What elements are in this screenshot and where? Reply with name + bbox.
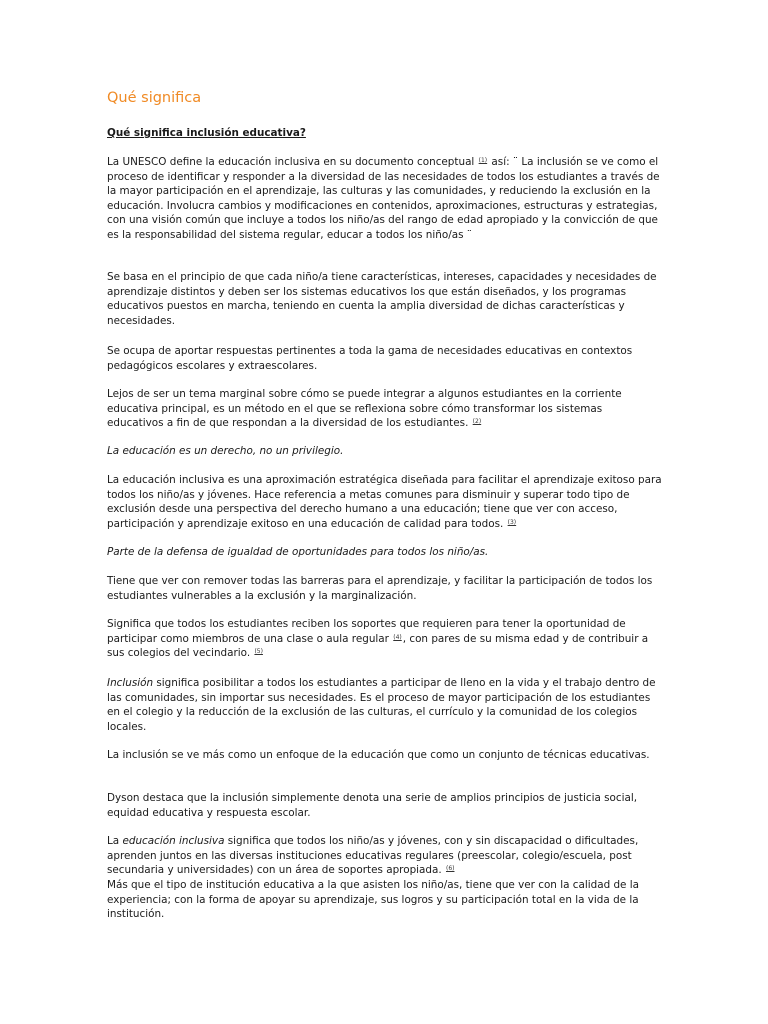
paragraph-quality-experience: Más que el tipo de institución educativa a la que asisten los niño/as, tiene que ver con la calidad de la experiencia; con la forma de apoyar su aprendizaje, sus logros y su participación total en la vida de la institución.	[107, 879, 640, 921]
paragraph-inclusion-meaning	[107, 676, 662, 734]
paragraph-strategic-approach	[107, 473, 662, 531]
paragraph-dyson: Dyson destaca que la inclusión simplemente denota una serie de amplios principios de justicia social, equidad educativa y respuesta escolar.	[107, 792, 638, 819]
section-subtitle: Qué significa inclusión educativa?	[107, 127, 306, 139]
footnote-link[interactable]: (4)	[393, 633, 402, 641]
page-title: Qué significa	[107, 90, 202, 106]
paragraph-right-not-privilege: La educación es un derecho, no un privilegio.	[107, 445, 344, 457]
footnote-link[interactable]: (1)	[478, 157, 488, 164]
paragraph-text: La	[107, 835, 123, 847]
paragraph-text: La UNESCO define la educación inclusiva en su documento conceptual	[107, 156, 478, 168]
paragraph-equal-opportunities: Parte de la defensa de igualdad de oportunidades para todos los niño/as.	[107, 546, 489, 558]
emphasis-text: Inclusión	[107, 677, 154, 689]
paragraph-supports	[107, 617, 662, 661]
footnote-link[interactable]: (6)	[445, 865, 455, 873]
footnote-link[interactable]: (2)	[472, 418, 482, 426]
paragraph-text: significa que todos los niño/as y jóvenes, con y sin discapacidad o dificultades, aprenden juntos en las diversas instituciones educativas regulares (preescolar, colegio/escuela, post secundaria y universidades) con un área de soportes apropiada.	[107, 835, 639, 877]
paragraph-inclusive-education	[107, 834, 662, 878]
paragraph-responses: Se ocupa de aportar respuestas pertinentes a toda la gama de necesidades educativas en contextos pedagógicos escolares y extraescolares.	[107, 345, 633, 372]
emphasis-text: educación inclusiva	[122, 835, 225, 847]
paragraph-marginal-topic	[107, 387, 662, 431]
paragraph-principle: Se basa en el principio de que cada niño/a tiene características, intereses, capacidades y necesidades de aprendizaje distintos y deben ser los sistemas educativos los que están diseñados, y los programas educativos puestos en marcha, teniendo en cuenta la amplia diversidad de dichas características y necesidades.	[107, 271, 657, 327]
paragraph-remove-barriers: Tiene que ver con remover todas las barreras para el aprendizaje, y facilitar la participación de todos los estudiantes vulnerables a la exclusión y la marginalización.	[107, 575, 653, 602]
paragraph-text: significa posibilitar a todos los estudiantes a participar de lleno en la vida y el trabajo dentro de las comunidades, sin importar sus necesidades. Es el proceso de mayor participación de los estudiantes en el colegio y la reducción de la exclusión de las culturas, el currículo y la comunidad de los colegios locales.	[107, 677, 656, 733]
paragraph-text: así: ¨ La inclusión se ve como el proceso de identificar y responder a la diversidad de las necesidades de todos los estudiantes a través de la mayor participación en el aprendizaje, las culturas y las comunidades, y reduciendo la exclusión en la educación. Involucra cambios y modificaciones en contenidos, aproximaciones, estructuras y estrategias, con una visión común que incluye a todos los niño/as del rango de edad apropiado y la convicción de que es la responsabilidad del sistema regular, educar a todos los niño/as ¨	[107, 156, 660, 241]
paragraph-text: Significa que todos los estudiantes reciben los soportes que requieren para tener la oportunidad de participar como miembros de una clase o aula regular	[107, 618, 626, 645]
footnote-link[interactable]: (3)	[507, 518, 517, 526]
paragraph-text: Lejos de ser un tema marginal sobre cómo se puede integrar a algunos estudiantes en la corriente educativa principal, es un método en el que se reflexiona sobre cómo transformar los sistemas educativos a fin de que respondan a la diversidad de los estudiantes.	[107, 388, 622, 430]
paragraph-text: La educación inclusiva es una aproximación estratégica diseñada para facilitar el aprendizaje exitoso para todos los niño/as y jóvenes. Hace referencia a metas comunes para disminuir y superar todo tipo de exclusión desde una perspectiva del derecho humano a una educación; tiene que ver con acceso, participación y aprendizaje exitoso en una educación de calidad para todos.	[107, 474, 662, 530]
paragraph-text: , con pares de su misma edad y de contribuir a sus colegios del vecindario.	[107, 632, 649, 660]
footnote-link[interactable]: (5)	[254, 648, 263, 656]
paragraph-approach: La inclusión se ve más como un enfoque de la educación que como un conjunto de técnicas educativas.	[107, 749, 650, 761]
paragraph-unesco-definition	[107, 155, 662, 259]
